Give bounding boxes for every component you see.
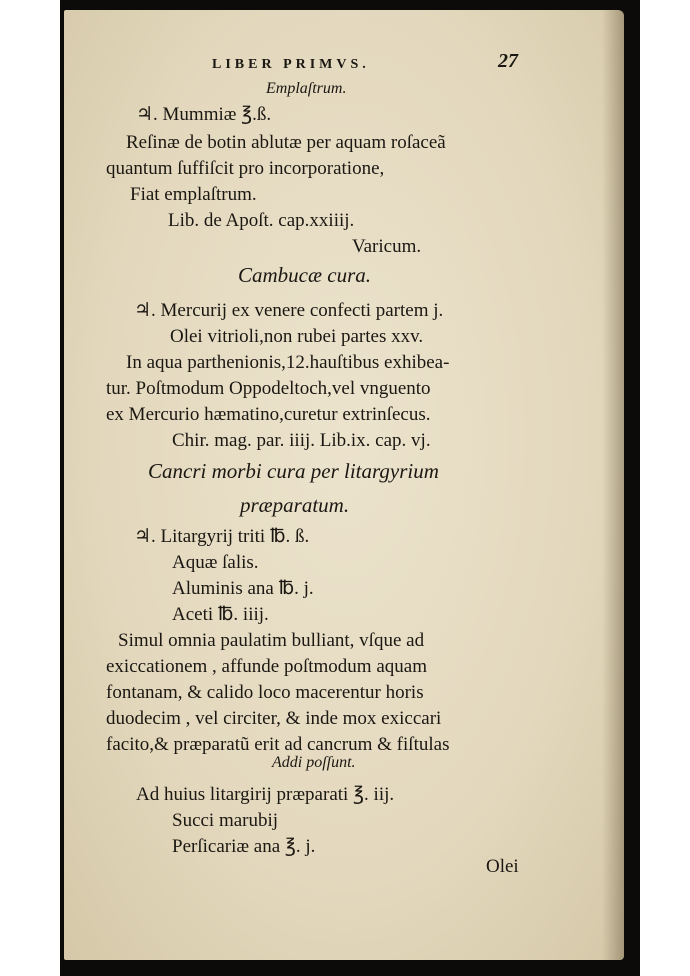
running-head: LIBER PRIMVS. xyxy=(212,57,370,72)
text-line: fontanam, & calido loco macerentur horis xyxy=(106,682,424,703)
section-heading-addi: Addi poſſunt. xyxy=(272,754,356,771)
section-heading-cancri: Cancri morbi cura per litargyrium xyxy=(148,459,439,483)
recipe-line: ♃. Mercurij ex venere confecti partem j. xyxy=(134,300,444,321)
text-line: Ad huius litargirij præparati ℥. iij. xyxy=(136,784,395,805)
section-heading-cancri-cont: præparatum. xyxy=(240,493,350,517)
recipe-line: ♃. Litargyrij triti ℔. ß. xyxy=(134,526,310,547)
text-line: Fiat emplaſtrum. xyxy=(130,184,257,205)
recipe-line: ♃. Mummiæ ℥.ß. xyxy=(136,104,272,125)
text-line: facito,& præparatũ erit ad cancrum & fiſtulas xyxy=(106,734,450,755)
text-line: Reſinæ de botin ablutæ per aquam roſaceã xyxy=(126,132,446,153)
ingredient-line: Aceti ℔. iiij. xyxy=(172,604,269,625)
text-line: tur. Poſtmodum Oppodeltoch,vel vnguento xyxy=(106,378,431,399)
ingredient-line: Succi marubij xyxy=(172,810,279,831)
text-line: Olei vitrioli,non rubei partes xxv. xyxy=(170,326,424,347)
section-heading-cambucae: Cambucæ cura. xyxy=(238,263,371,287)
book-page xyxy=(64,10,624,960)
ingredient-line: Perſicariæ ana ℥. j. xyxy=(172,836,316,857)
reference-line: Chir. mag. par. iiij. Lib.ix. cap. vj. xyxy=(172,430,431,451)
text-line: Varicum. xyxy=(352,236,422,257)
section-heading-emplastrum: Emplaſtrum. xyxy=(266,80,347,97)
reference-line: Lib. de Apoſt. cap.xxiiij. xyxy=(168,210,355,231)
text-line: quantum ſuffiſcit pro incorporatione, xyxy=(106,158,385,179)
ingredient-line: Aquæ ſalis. xyxy=(172,552,259,573)
page-number: 27 xyxy=(498,50,518,72)
text-line: ex Mercurio hæmatino,curetur extrinſecus. xyxy=(106,404,431,425)
text-line: Simul omnia paulatim bulliant, vſque ad xyxy=(118,630,425,651)
ingredient-line: Aluminis ana ℔. j. xyxy=(172,578,314,599)
catchword: Olei xyxy=(486,856,519,877)
text-line: exiccationem , affunde poſtmodum aquam xyxy=(106,656,427,677)
text-line: duodecim , vel circiter, & inde mox exiccari xyxy=(106,708,442,729)
text-line: In aqua parthenionis,12.hauſtibus exhibea- xyxy=(126,352,450,373)
page-gutter-shadow xyxy=(602,10,624,960)
